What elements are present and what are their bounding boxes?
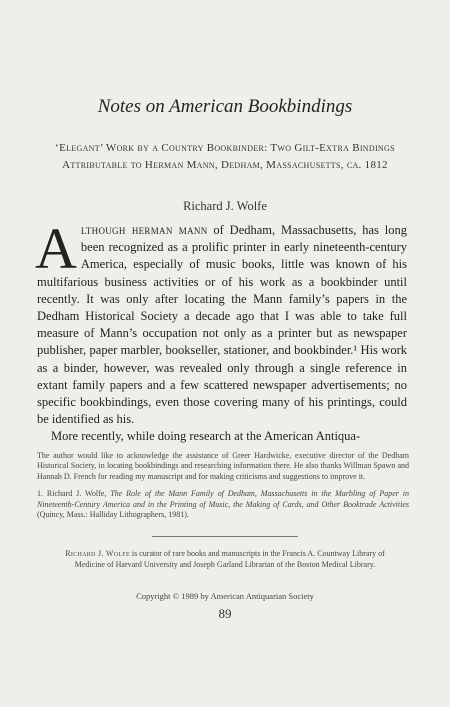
article-subtitle: ‘Elegant’ Work by a Country Bookbinder: Two Gilt-Extra Bindings Attributable to Herman Mann, Dedham, Massachusetts, ca. 1812 — [55, 142, 395, 171]
bio-author-name: Richard J. Wolfe — [65, 549, 130, 558]
article-body — [35, 216, 407, 446]
footnote-1-title: The Role of the Mann Family of Dedham, Massachusetts in the Marbling of Paper in Nineteenth-Century America and in the Printing of Music, the Making of Cards, and Other Booktrade Activities — [37, 489, 409, 509]
footnotes — [37, 451, 409, 527]
page-number: 89 — [218, 606, 232, 621]
drop-cap: A — [35, 216, 77, 281]
lead-small-caps: lthough herman mann — [80, 223, 208, 237]
paragraph-1-text: of Dedham, Massachusetts, has long been recognized as a prolific printer in early nineteenth-century America, especially of music books, little was known of his multifarious business activities or of his work as a bookbinder until recently. It was only after locating the Mann family’s papers in the Dedham Historical Society a decade ago that I was able to take full measure of Mann’s occupation not only as a printer but as newspaper publisher, paper marbler, bookseller, stationer, and bookbinder.¹ His work as a binder, however, was revealed only through a single reference in extant family papers and a few scattered newspaper advertisements; no specific bookbindings, even those covering many of his printings, could be identified as his. — [37, 223, 407, 427]
footnote-1 — [37, 489, 409, 520]
bio-text: is curator of rare books and manuscripts in the Francis A. Countway Library of Medicine of Harvard University and Joseph Garland Librarian of the Boston Medical Library. — [74, 549, 385, 569]
footnote-1-prefix: 1. Richard J. Wolfe, — [37, 489, 111, 499]
author-bio — [50, 549, 400, 570]
divider-rule — [152, 536, 298, 537]
article-author: Richard J. Wolfe — [183, 199, 267, 213]
paragraph-2: More recently, while doing research at the American Antiqua- — [51, 429, 361, 444]
body-paragraph — [35, 216, 407, 428]
acknowledgment-note: The author would like to acknowledge the assistance of Greer Hardwicke, executive director of the Dedham Historical Society, in locating bookbindings and researching information there. He also thanks Willman Spawn and Hannah D. French for reading my manuscript and for making criticisms and suggestions to improve it. — [37, 451, 409, 481]
footnote-1-suffix: (Quincy, Mass.: Halliday Lithographers, 1981). — [37, 510, 189, 520]
copyright-line: Copyright © 1989 by American Antiquarian Society — [136, 591, 314, 601]
section-title: Notes on American Bookbindings — [97, 96, 353, 117]
